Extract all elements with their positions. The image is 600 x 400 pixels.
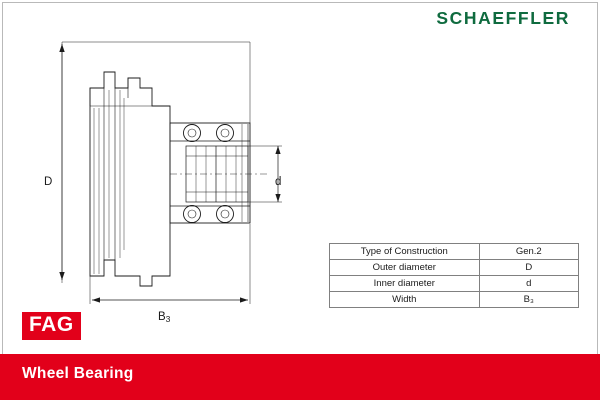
spec-value: d [479, 276, 578, 292]
product-title: Wheel Bearing [22, 365, 134, 382]
spec-name: Inner diameter [330, 276, 480, 292]
specification-table [329, 243, 579, 308]
dimension-label-width-main: B [158, 311, 166, 323]
bearing-technical-drawing [20, 28, 320, 324]
footer-bar [0, 354, 600, 400]
dimension-label-width-sub: 3 [165, 314, 171, 324]
bearing-cross-section-svg [20, 28, 320, 313]
table-row [330, 244, 579, 260]
table-row [330, 276, 579, 292]
schaeffler-logo: SCHAEFFLER [436, 8, 570, 28]
spec-value: B₃ [479, 292, 578, 308]
fag-logo: FAG [22, 312, 81, 340]
table-row [330, 260, 579, 276]
spec-value: Gen.2 [479, 244, 578, 260]
spec-value: D [479, 260, 578, 276]
dimension-label-inner-diameter: d [275, 176, 282, 188]
spec-name: Width [330, 292, 480, 308]
dimension-label-width [158, 311, 170, 324]
spec-name: Outer diameter [330, 260, 480, 276]
table-row [330, 292, 579, 308]
dimension-label-outer-diameter: D [44, 176, 53, 188]
spec-name: Type of Construction [330, 244, 480, 260]
